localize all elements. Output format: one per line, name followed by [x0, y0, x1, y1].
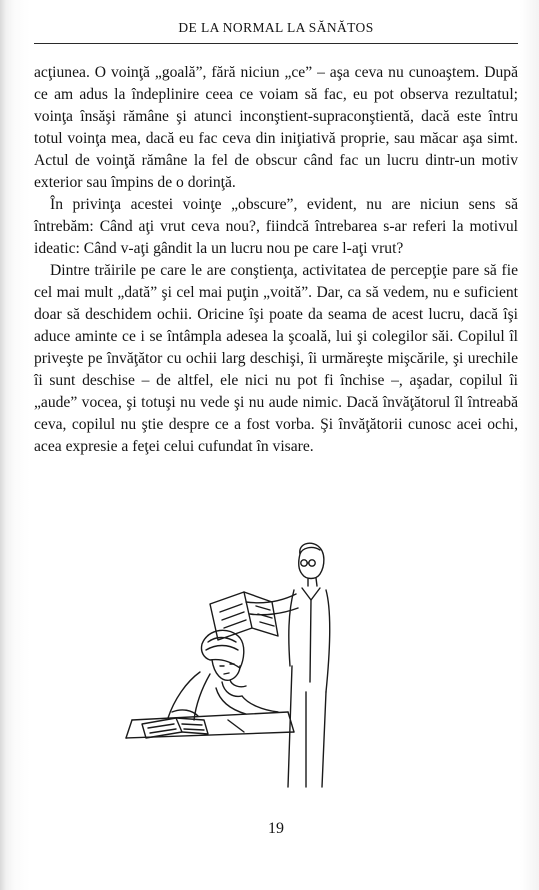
teacher-figure — [246, 543, 330, 787]
teacher-book — [210, 592, 278, 640]
paragraph-1: acţiunea. O voinţă „goală”, fără niciun „ce” – aşa ceva nu cunoaştem. După ce am adus la îndeplinire ceea ce voiam să fac, eu pot observa rezultatul; voinţa însăşi rămâne şi atunci inconştient-supraconştientă, dacă este întru totul voinţa mea, dacă eu fac ceva din iniţiativă proprie, sau măcar aşa simt. Actul de voinţă rămâne la fel de obscur când fac un lucru dintr-un motiv exterior sau împins de o dorinţă. — [34, 64, 518, 191]
daydreaming-child-figure — [168, 630, 278, 720]
paragraph-2: În privinţa acestei voinţe „obscure”, evident, nu are niciun sens să întrebăm: Când aţi vrut ceva nou?, fiindcă întrebarea s-ar referi la motivul ideatic: Când v-aţi gândit la un lucru nou pe care l-aţi vrut? — [34, 196, 518, 257]
page-number: 19 — [268, 820, 284, 837]
running-head: DE LA NORMAL LA SĂNĂTOS — [178, 20, 374, 35]
paragraph-3: Dintre trăirile pe care le are conştienţa, activitatea de percepţie pare să fie cel mai mult „dată” şi cel mai puţin „voită”. Dar, ca să vedem, nu e suficient doar să deschidem ochii. Oricine îşi poate da seama de acest lucru, dacă îşi aduce aminte ce i se întâmpla adesea la şcoală, lui şi colegilor săi. Copilul îl priveşte pe învăţător cu ochii larg deschişi, îi urmăreşte mişcările, şi urechile îi sunt deschise – de altfel, ele nici nu pot fi închise –, aşadar, copilul îi „aude” vocea, şi totuşi nu vede şi nu aude nimic. Dacă învăţătorul îl întreabă ceva, copilul nu ştie despre ce a fost vorba. Şi învăţătorii cunosc acei ochi, acea expresie a feţei celui cufundat în visare. — [34, 262, 518, 455]
body-text — [34, 62, 518, 458]
pencil — [228, 720, 244, 732]
header-rule — [34, 43, 518, 44]
school-desk — [126, 712, 294, 738]
teacher-and-daydreaming-child-illustration — [112, 542, 458, 804]
